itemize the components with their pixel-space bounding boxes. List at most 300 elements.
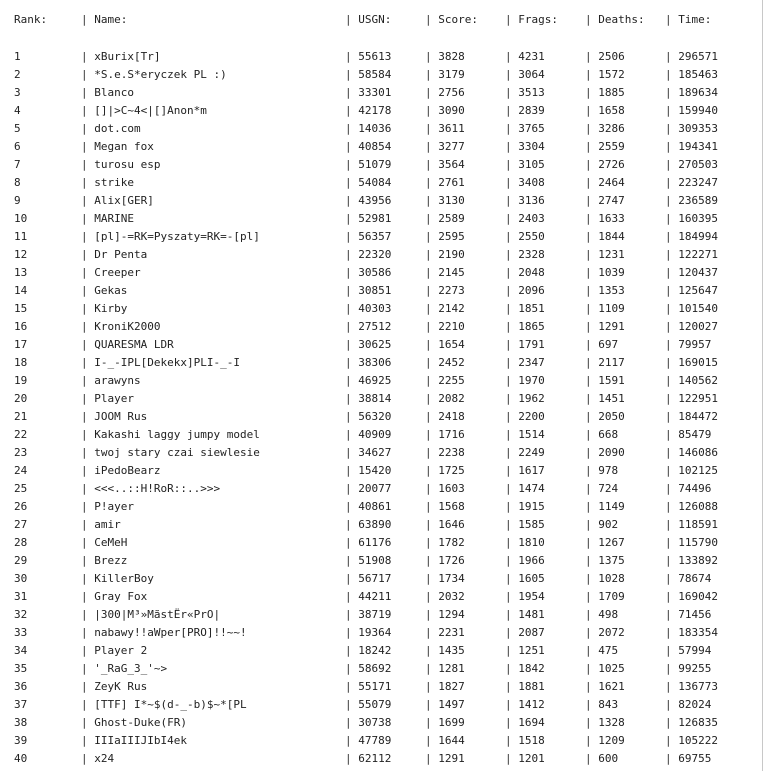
table-row [0, 354, 762, 372]
cell-usgn-value: 14036 [358, 122, 392, 135]
cell-usgn-value: 30738 [358, 716, 392, 729]
column-separator: | [345, 644, 352, 657]
cell-name [81, 588, 351, 606]
cell-usgn-value: 63890 [358, 518, 392, 531]
column-separator: | [665, 698, 672, 711]
table-row [0, 624, 762, 642]
cell-score [425, 300, 505, 318]
column-separator: | [81, 698, 88, 711]
cell-score [425, 246, 505, 264]
cell-name-value: CeMeH [94, 536, 128, 549]
cell-frags-value: 1585 [518, 518, 545, 531]
cell-usgn-value: 55171 [358, 680, 392, 693]
cell-usgn-value: 55613 [358, 50, 392, 63]
cell-frags-value: 2403 [518, 212, 545, 225]
cell-usgn [345, 282, 423, 300]
cell-usgn [345, 138, 423, 156]
cell-deaths-value: 3286 [598, 122, 625, 135]
column-separator: | [665, 518, 672, 531]
cell-frags-value: 2096 [518, 284, 545, 297]
column-separator: | [345, 392, 352, 405]
cell-time-value: 184994 [678, 230, 718, 243]
cell-time [665, 714, 760, 732]
cell-time [665, 426, 760, 444]
header-deaths [585, 11, 665, 29]
column-separator: | [585, 680, 592, 693]
column-separator: | [505, 230, 512, 243]
column-separator: | [585, 410, 592, 423]
column-separator: | [505, 320, 512, 333]
cell-name [81, 750, 351, 768]
column-separator: | [505, 518, 512, 531]
cell-time [665, 264, 760, 282]
cell-name [81, 678, 351, 696]
column-separator: | [665, 554, 672, 567]
column-separator: | [345, 698, 352, 711]
column-separator: | [345, 158, 352, 171]
cell-time-value: 125647 [678, 284, 718, 297]
column-separator: | [425, 590, 432, 603]
column-separator: | [505, 338, 512, 351]
column-separator: | [81, 482, 88, 495]
cell-deaths [585, 354, 665, 372]
cell-name-value: [TTF] I*~$(d-_-b)$~*[PL [94, 698, 247, 711]
column-separator: | [585, 68, 592, 81]
column-separator: | [585, 554, 592, 567]
cell-rank: 26 [14, 500, 28, 513]
cell-deaths [585, 372, 665, 390]
table-row [0, 174, 762, 192]
column-separator: | [665, 410, 672, 423]
column-separator: | [585, 464, 592, 477]
cell-score [425, 534, 505, 552]
column-separator: | [425, 356, 432, 369]
column-separator: | [505, 68, 512, 81]
cell-rank: 1 [14, 50, 21, 63]
table-row [0, 678, 762, 696]
cell-name [81, 300, 351, 318]
cell-rank: 19 [14, 374, 28, 387]
cell-deaths [585, 120, 665, 138]
cell-usgn-value: 42178 [358, 104, 392, 117]
cell-time-value: 223247 [678, 176, 718, 189]
column-separator: | [81, 392, 88, 405]
cell-name [81, 120, 351, 138]
cell-frags [505, 570, 585, 588]
cell-usgn [345, 192, 423, 210]
cell-deaths-value: 668 [598, 428, 619, 441]
cell-score [425, 498, 505, 516]
column-separator: | [345, 752, 352, 765]
table-row [0, 300, 762, 318]
cell-frags [505, 390, 585, 408]
cell-usgn [345, 174, 423, 192]
column-separator: | [345, 68, 352, 81]
cell-frags [505, 192, 585, 210]
cell-rank: 34 [14, 644, 28, 657]
cell-usgn-value: 19364 [358, 626, 392, 639]
cell-usgn-value: 61176 [358, 536, 392, 549]
cell-name [81, 102, 351, 120]
cell-time-value: 136773 [678, 680, 718, 693]
header-time [665, 11, 760, 29]
column-separator: | [665, 608, 672, 621]
column-separator: | [585, 626, 592, 639]
cell-deaths [585, 408, 665, 426]
column-separator: | [345, 356, 352, 369]
header-frags [505, 11, 585, 29]
cell-time-value: 189634 [678, 86, 718, 99]
cell-usgn-value: 38719 [358, 608, 392, 621]
table-row [0, 588, 762, 606]
column-separator: | [425, 68, 432, 81]
table-row [0, 570, 762, 588]
column-separator: | [585, 194, 592, 207]
column-separator: | [505, 374, 512, 387]
cell-name [81, 282, 351, 300]
column-separator: | [665, 248, 672, 261]
cell-frags [505, 696, 585, 714]
cell-rank: 14 [14, 284, 28, 297]
cell-usgn [345, 228, 423, 246]
cell-time [665, 66, 760, 84]
cell-deaths-value: 1025 [598, 662, 625, 675]
column-separator: | [505, 140, 512, 153]
cell-time-value: 122951 [678, 392, 718, 405]
cell-frags-value: 1514 [518, 428, 545, 441]
cell-usgn-value: 38814 [358, 392, 392, 405]
cell-name [81, 318, 351, 336]
column-separator: | [665, 176, 672, 189]
cell-usgn-value: 56357 [358, 230, 392, 243]
column-separator: | [81, 104, 88, 117]
column-separator: | [505, 554, 512, 567]
cell-score-value: 1294 [438, 608, 465, 621]
cell-time [665, 588, 760, 606]
table-row [0, 408, 762, 426]
cell-time-value: 79957 [678, 338, 712, 351]
cell-score-value: 2231 [438, 626, 465, 639]
cell-frags-value: 2048 [518, 266, 545, 279]
column-separator: | [81, 284, 88, 297]
cell-frags [505, 372, 585, 390]
cell-name [81, 642, 351, 660]
cell-score [425, 408, 505, 426]
cell-frags-value: 3765 [518, 122, 545, 135]
cell-name-value: amir [94, 518, 121, 531]
column-separator: | [425, 500, 432, 513]
cell-score-value: 1716 [438, 428, 465, 441]
column-separator: | [585, 338, 592, 351]
column-separator: | [665, 428, 672, 441]
cell-frags-value: 1810 [518, 536, 545, 549]
column-separator: | [345, 662, 352, 675]
cell-time [665, 750, 760, 768]
column-separator: | [81, 428, 88, 441]
cell-name-value: strike [94, 176, 134, 189]
cell-score-value: 3828 [438, 50, 465, 63]
cell-frags [505, 354, 585, 372]
cell-time-value: 159940 [678, 104, 718, 117]
cell-score-value: 3130 [438, 194, 465, 207]
cell-score-value: 1734 [438, 572, 465, 585]
column-separator: | [665, 338, 672, 351]
cell-rank: 33 [14, 626, 28, 639]
column-separator: | [665, 86, 672, 99]
column-separator: | [665, 446, 672, 459]
cell-time-value: 133892 [678, 554, 718, 567]
cell-time [665, 120, 760, 138]
table-row [0, 372, 762, 390]
cell-score [425, 552, 505, 570]
cell-deaths-value: 1451 [598, 392, 625, 405]
cell-name-value: Player 2 [94, 644, 148, 657]
cell-frags [505, 480, 585, 498]
table-row [0, 480, 762, 498]
cell-time [665, 138, 760, 156]
cell-frags [505, 138, 585, 156]
column-separator: | [425, 554, 432, 567]
cell-rank: 30 [14, 572, 28, 585]
column-separator: | [585, 356, 592, 369]
cell-frags-value: 3304 [518, 140, 545, 153]
cell-deaths-value: 2726 [598, 158, 625, 171]
cell-score [425, 606, 505, 624]
cell-score-value: 3564 [438, 158, 465, 171]
column-separator: | [425, 644, 432, 657]
table-row [0, 120, 762, 138]
cell-score-value: 2082 [438, 392, 465, 405]
cell-usgn-value: 43956 [358, 194, 392, 207]
cell-usgn [345, 264, 423, 282]
cell-usgn [345, 120, 423, 138]
cell-name-value: Brezz [94, 554, 128, 567]
column-separator: | [505, 248, 512, 261]
cell-frags-value: 1865 [518, 320, 545, 333]
cell-usgn-value: 18242 [358, 644, 392, 657]
cell-deaths-value: 498 [598, 608, 619, 621]
column-separator: | [81, 734, 88, 747]
cell-name [81, 156, 351, 174]
column-separator: | [425, 626, 432, 639]
column-separator: | [505, 122, 512, 135]
cell-usgn [345, 102, 423, 120]
cell-score-value: 1646 [438, 518, 465, 531]
column-separator: | [425, 464, 432, 477]
column-separator: | [81, 158, 88, 171]
cell-usgn-value: 52981 [358, 212, 392, 225]
header-deaths-label: Deaths: [598, 13, 645, 26]
cell-time [665, 156, 760, 174]
column-separator: | [425, 716, 432, 729]
cell-time-value: 120437 [678, 266, 718, 279]
cell-score [425, 588, 505, 606]
cell-frags [505, 156, 585, 174]
cell-deaths [585, 318, 665, 336]
cell-deaths-value: 2506 [598, 50, 625, 63]
cell-usgn-value: 40854 [358, 140, 392, 153]
cell-frags-value: 1842 [518, 662, 545, 675]
column-separator: | [81, 68, 88, 81]
cell-time [665, 498, 760, 516]
cell-name-value: Ghost-Duke(FR) [94, 716, 187, 729]
column-separator: | [81, 626, 88, 639]
column-separator: | [505, 662, 512, 675]
cell-frags-value: 1251 [518, 644, 545, 657]
column-separator: | [505, 410, 512, 423]
cell-deaths-value: 2747 [598, 194, 625, 207]
column-separator: | [665, 194, 672, 207]
cell-score-value: 3611 [438, 122, 465, 135]
cell-deaths [585, 714, 665, 732]
cell-usgn-value: 44211 [358, 590, 392, 603]
header-frags-label: Frags: [518, 13, 558, 26]
cell-time [665, 300, 760, 318]
cell-usgn-value: 40909 [358, 428, 392, 441]
cell-time-value: 160395 [678, 212, 718, 225]
column-separator: | [81, 140, 88, 153]
column-separator: | [665, 284, 672, 297]
column-separator: | [345, 626, 352, 639]
cell-score-value: 1782 [438, 536, 465, 549]
cell-deaths-value: 1028 [598, 572, 625, 585]
cell-time-value: 69755 [678, 752, 712, 765]
cell-score [425, 228, 505, 246]
column-separator: | [345, 176, 352, 189]
table-row [0, 498, 762, 516]
cell-frags-value: 3105 [518, 158, 545, 171]
column-separator: | [585, 752, 592, 765]
cell-deaths-value: 1209 [598, 734, 625, 747]
column-separator: | [81, 608, 88, 621]
cell-name [81, 138, 351, 156]
cell-usgn [345, 156, 423, 174]
cell-name-value: MARINE [94, 212, 134, 225]
cell-time [665, 372, 760, 390]
column-separator: | [665, 158, 672, 171]
cell-name-value: |300|M³»MãstËr«PrO| [94, 608, 221, 621]
column-separator: | [345, 230, 352, 243]
cell-score-value: 2595 [438, 230, 465, 243]
table-row [0, 534, 762, 552]
cell-usgn [345, 714, 423, 732]
cell-score [425, 264, 505, 282]
column-separator: | [345, 428, 352, 441]
cell-usgn [345, 300, 423, 318]
column-separator: | [425, 392, 432, 405]
column-separator: | [665, 122, 672, 135]
column-separator: | [345, 320, 352, 333]
cell-deaths [585, 84, 665, 102]
cell-frags [505, 516, 585, 534]
cell-name-value: Dr Penta [94, 248, 148, 261]
cell-deaths-value: 2117 [598, 356, 625, 369]
column-separator: | [81, 320, 88, 333]
column-separator: | [425, 518, 432, 531]
cell-deaths-value: 978 [598, 464, 619, 477]
cell-time [665, 282, 760, 300]
cell-rank: 35 [14, 662, 28, 675]
column-separator: | [345, 518, 352, 531]
cell-usgn-value: 34627 [358, 446, 392, 459]
header-time-label: Time: [678, 13, 712, 26]
cell-frags [505, 732, 585, 750]
column-separator: | [81, 248, 88, 261]
cell-rank: 16 [14, 320, 28, 333]
column-separator: | [425, 482, 432, 495]
cell-deaths [585, 588, 665, 606]
cell-time-value: 270503 [678, 158, 718, 171]
column-separator: | [505, 698, 512, 711]
column-separator: | [665, 302, 672, 315]
column-separator: | [585, 716, 592, 729]
cell-frags-value: 2328 [518, 248, 545, 261]
column-separator: | [425, 410, 432, 423]
cell-deaths-value: 1844 [598, 230, 625, 243]
column-separator: | [505, 50, 512, 63]
cell-name-value: '_RaG_3_'~> [94, 662, 168, 675]
column-separator: | [665, 680, 672, 693]
cell-score-value: 2032 [438, 590, 465, 603]
cell-frags-value: 2347 [518, 356, 545, 369]
cell-name-value: P!ayer [94, 500, 134, 513]
cell-usgn-value: 51079 [358, 158, 392, 171]
cell-deaths-value: 1267 [598, 536, 625, 549]
column-separator: | [345, 536, 352, 549]
cell-score [425, 750, 505, 768]
cell-name-value: x24 [94, 752, 115, 765]
cell-usgn-value: 30586 [358, 266, 392, 279]
cell-time [665, 228, 760, 246]
column-separator: | [425, 86, 432, 99]
column-separator: | [345, 410, 352, 423]
column-separator: | [505, 680, 512, 693]
cell-usgn-value: 40303 [358, 302, 392, 315]
cell-deaths [585, 156, 665, 174]
column-separator: | [425, 194, 432, 207]
table-row [0, 642, 762, 660]
cell-frags-value: 3136 [518, 194, 545, 207]
cell-name-value: turosu esp [94, 158, 161, 171]
cell-rank: 21 [14, 410, 28, 423]
cell-time-value: 120027 [678, 320, 718, 333]
cell-name [81, 192, 351, 210]
cell-deaths-value: 2072 [598, 626, 625, 639]
cell-deaths [585, 426, 665, 444]
column-separator: | [345, 140, 352, 153]
cell-frags-value: 2249 [518, 446, 545, 459]
cell-name-value: IIIaIIIJIbI4ek [94, 734, 187, 747]
column-separator: | [81, 86, 88, 99]
cell-time-value: 105222 [678, 734, 718, 747]
table-row [0, 210, 762, 228]
cell-score-value: 1435 [438, 644, 465, 657]
cell-deaths [585, 282, 665, 300]
column-separator: | [505, 536, 512, 549]
cell-frags-value: 1970 [518, 374, 545, 387]
cell-frags [505, 606, 585, 624]
cell-name [81, 66, 351, 84]
table-row [0, 138, 762, 156]
cell-usgn [345, 336, 423, 354]
cell-deaths-value: 1633 [598, 212, 625, 225]
column-separator: | [505, 194, 512, 207]
cell-name-value: Gray Fox [94, 590, 148, 603]
column-separator: | [425, 536, 432, 549]
column-separator: | [425, 176, 432, 189]
cell-time-value: 102125 [678, 464, 718, 477]
cell-score-value: 1644 [438, 734, 465, 747]
